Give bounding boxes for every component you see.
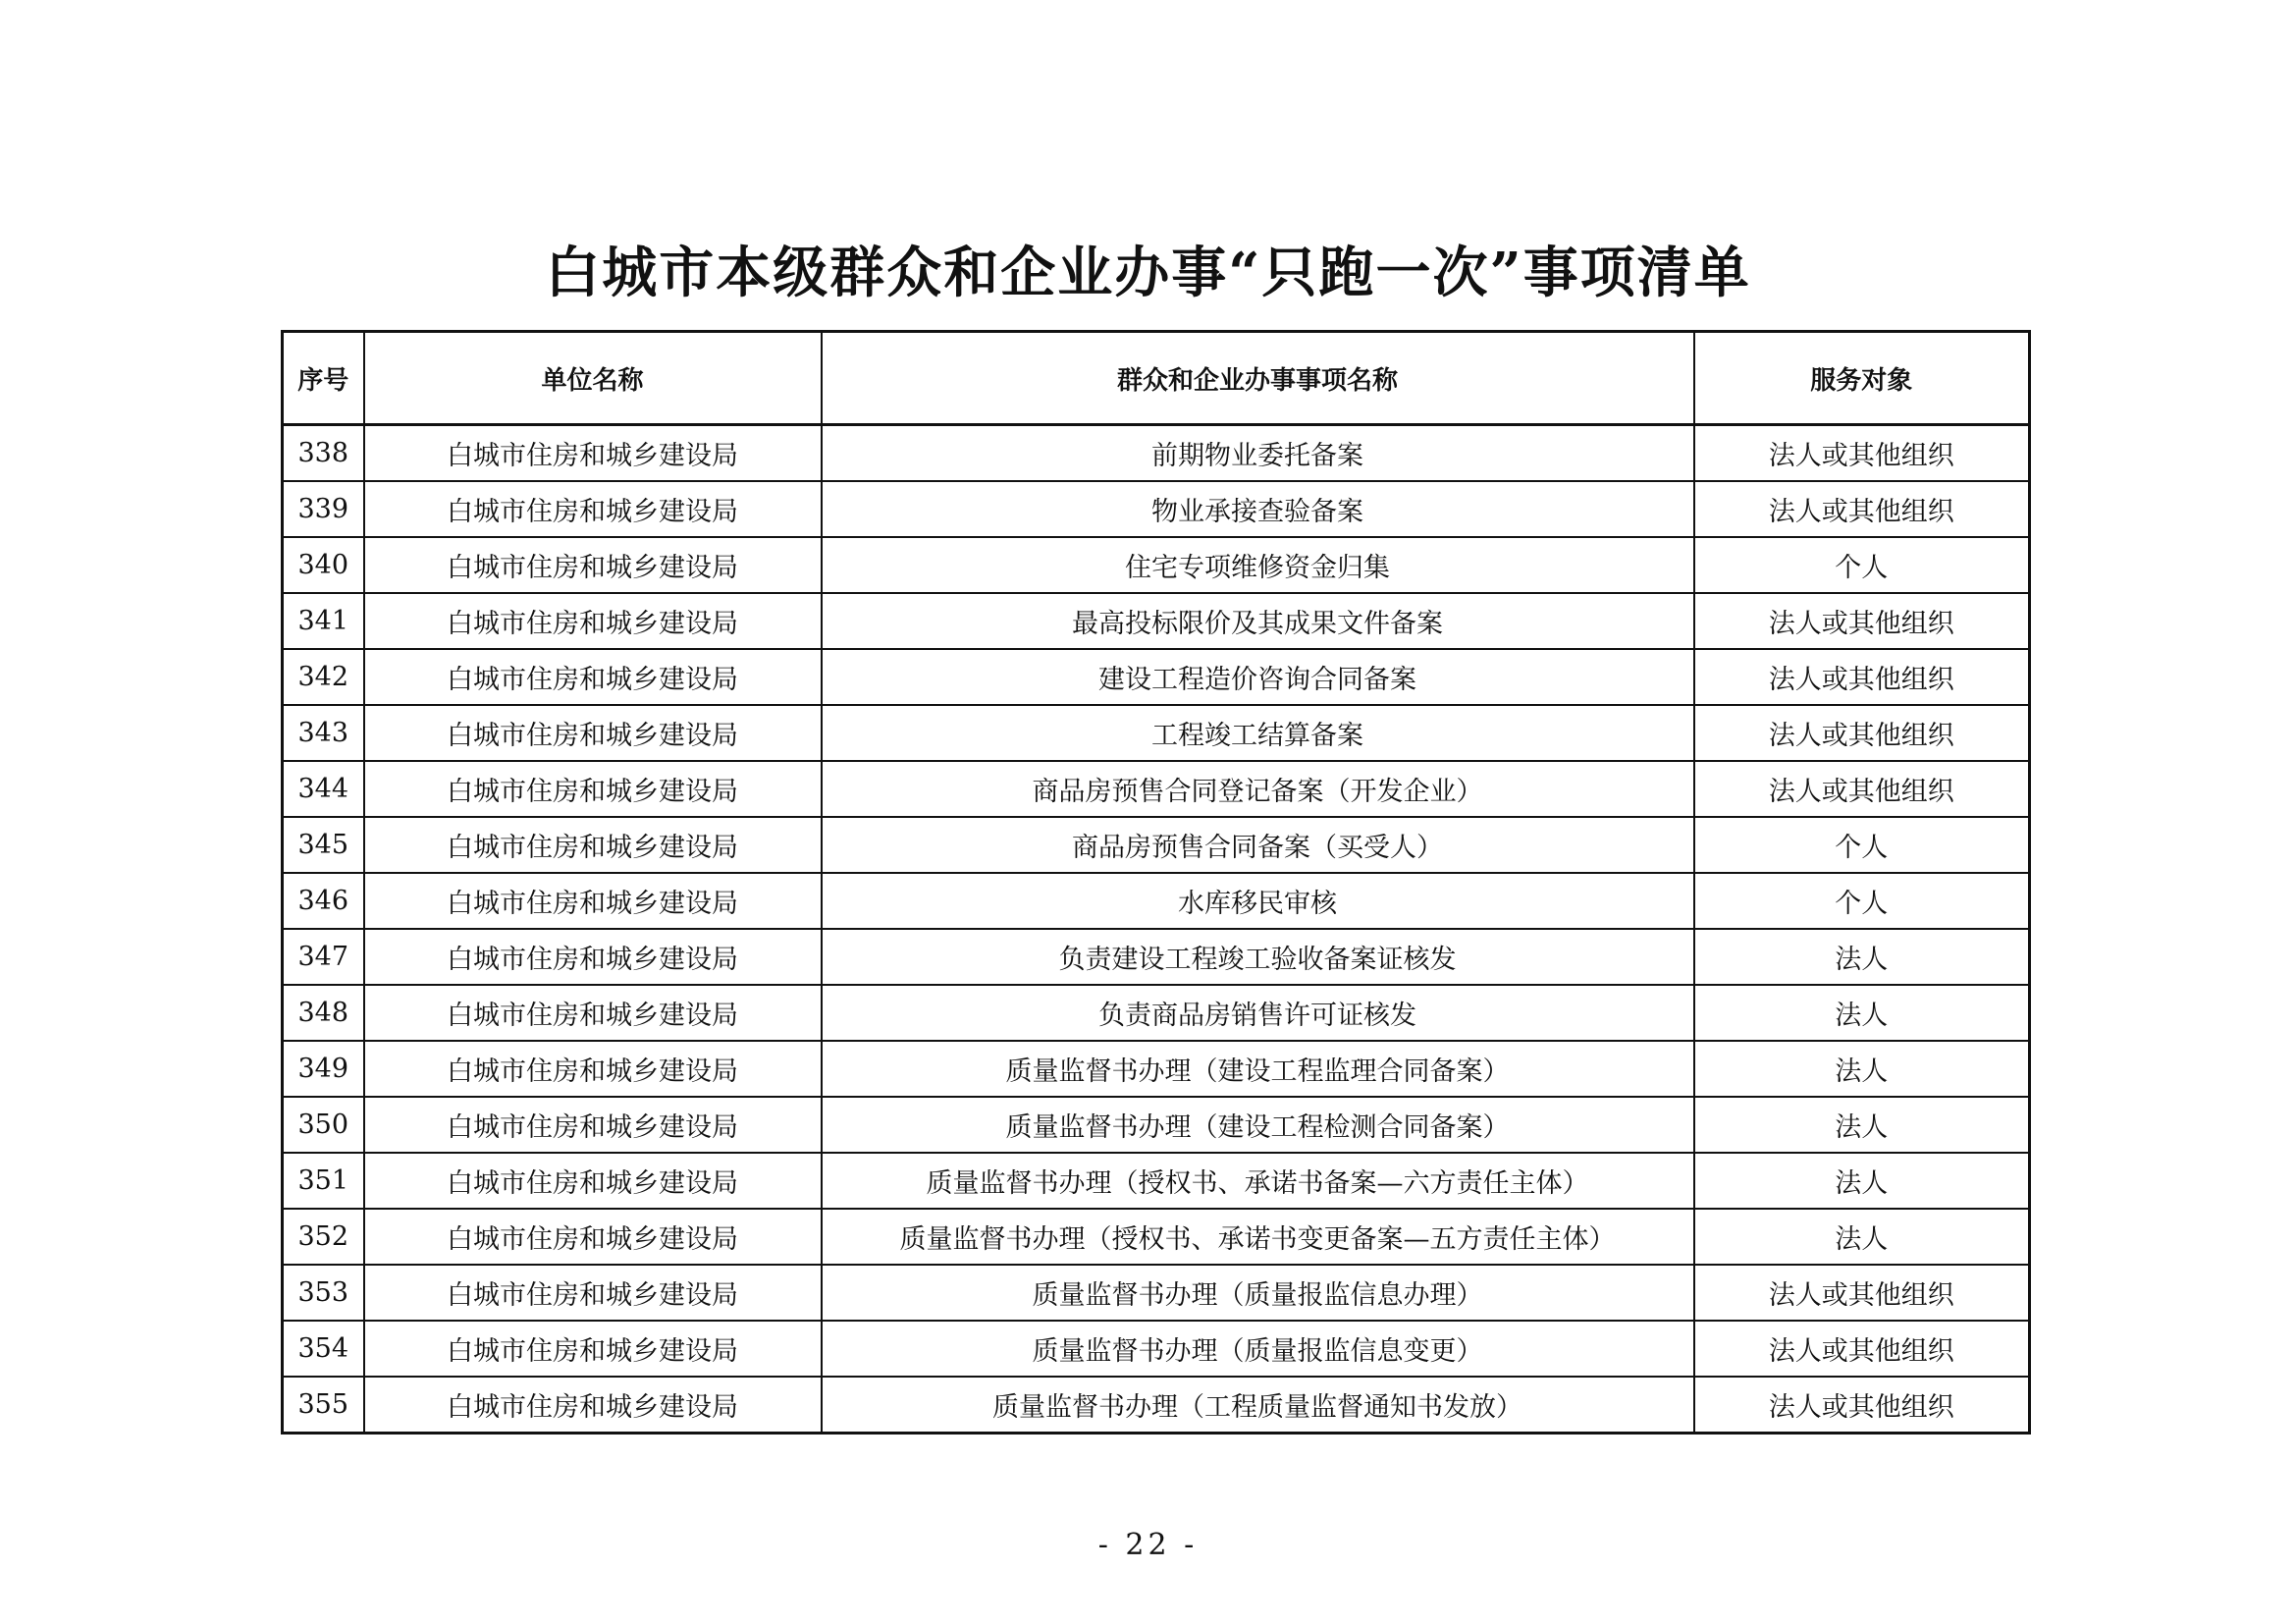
table-row	[283, 1321, 2030, 1377]
cell-unit-name: 白城市住房和城乡建设局	[364, 929, 822, 985]
cell-unit-name: 白城市住房和城乡建设局	[364, 985, 822, 1041]
cell-item-name: 前期物业委托备案	[822, 425, 1694, 482]
cell-service-target: 法人或其他组织	[1694, 761, 2030, 817]
cell-serial-number: 348	[283, 985, 364, 1041]
cell-service-target: 法人	[1694, 1097, 2030, 1153]
cell-service-target: 法人或其他组织	[1694, 1265, 2030, 1321]
cell-service-target: 个人	[1694, 817, 2030, 873]
cell-item-name: 质量监督书办理（授权书、承诺书备案—六方责任主体）	[822, 1153, 1694, 1209]
cell-unit-name: 白城市住房和城乡建设局	[364, 537, 822, 593]
cell-serial-number: 340	[283, 537, 364, 593]
table-row	[283, 1265, 2030, 1321]
cell-item-name: 水库移民审核	[822, 873, 1694, 929]
cell-unit-name: 白城市住房和城乡建设局	[364, 649, 822, 705]
table-row	[283, 1041, 2030, 1097]
table-row	[283, 1377, 2030, 1434]
header-service-target: 服务对象	[1694, 332, 2030, 425]
header-serial-number: 序号	[283, 332, 364, 425]
cell-item-name: 质量监督书办理（质量报监信息办理）	[822, 1265, 1694, 1321]
header-item-name: 群众和企业办事事项名称	[822, 332, 1694, 425]
cell-service-target: 法人	[1694, 985, 2030, 1041]
cell-serial-number: 342	[283, 649, 364, 705]
cell-serial-number: 353	[283, 1265, 364, 1321]
table-row	[283, 985, 2030, 1041]
cell-unit-name: 白城市住房和城乡建设局	[364, 1321, 822, 1377]
table-row	[283, 425, 2030, 482]
cell-item-name: 最高投标限价及其成果文件备案	[822, 593, 1694, 649]
cell-service-target: 法人	[1694, 1153, 2030, 1209]
cell-unit-name: 白城市住房和城乡建设局	[364, 873, 822, 929]
cell-serial-number: 338	[283, 425, 364, 482]
cell-serial-number: 350	[283, 1097, 364, 1153]
cell-service-target: 法人或其他组织	[1694, 1377, 2030, 1434]
cell-item-name: 负责建设工程竣工验收备案证核发	[822, 929, 1694, 985]
table-row	[283, 873, 2030, 929]
cell-service-target: 法人或其他组织	[1694, 593, 2030, 649]
cell-service-target: 法人	[1694, 929, 2030, 985]
cell-item-name: 物业承接查验备案	[822, 481, 1694, 537]
cell-serial-number: 343	[283, 705, 364, 761]
cell-item-name: 质量监督书办理（质量报监信息变更）	[822, 1321, 1694, 1377]
table-row	[283, 761, 2030, 817]
table-row	[283, 649, 2030, 705]
cell-serial-number: 351	[283, 1153, 364, 1209]
cell-service-target: 法人或其他组织	[1694, 649, 2030, 705]
cell-unit-name: 白城市住房和城乡建设局	[364, 1209, 822, 1265]
items-table	[281, 330, 2031, 1435]
cell-unit-name: 白城市住房和城乡建设局	[364, 1265, 822, 1321]
cell-service-target: 个人	[1694, 873, 2030, 929]
header-unit-name: 单位名称	[364, 332, 822, 425]
cell-unit-name: 白城市住房和城乡建设局	[364, 425, 822, 482]
cell-unit-name: 白城市住房和城乡建设局	[364, 481, 822, 537]
cell-serial-number: 355	[283, 1377, 364, 1434]
page-number: - 22 -	[1097, 1528, 1199, 1562]
table-row	[283, 593, 2030, 649]
cell-service-target: 法人或其他组织	[1694, 425, 2030, 482]
table-header-row	[283, 332, 2030, 425]
cell-unit-name: 白城市住房和城乡建设局	[364, 1041, 822, 1097]
cell-item-name: 负责商品房销售许可证核发	[822, 985, 1694, 1041]
cell-serial-number: 339	[283, 481, 364, 537]
table-row	[283, 1209, 2030, 1265]
table-row	[283, 537, 2030, 593]
cell-serial-number: 341	[283, 593, 364, 649]
cell-item-name: 质量监督书办理（授权书、承诺书变更备案—五方责任主体）	[822, 1209, 1694, 1265]
cell-serial-number: 349	[283, 1041, 364, 1097]
table-row	[283, 817, 2030, 873]
cell-service-target: 法人	[1694, 1041, 2030, 1097]
cell-item-name: 质量监督书办理（建设工程监理合同备案）	[822, 1041, 1694, 1097]
table-row	[283, 481, 2030, 537]
cell-unit-name: 白城市住房和城乡建设局	[364, 593, 822, 649]
cell-service-target: 法人	[1694, 1209, 2030, 1265]
cell-serial-number: 345	[283, 817, 364, 873]
cell-service-target: 法人或其他组织	[1694, 705, 2030, 761]
cell-item-name: 质量监督书办理（建设工程检测合同备案）	[822, 1097, 1694, 1153]
cell-item-name: 商品房预售合同登记备案（开发企业）	[822, 761, 1694, 817]
cell-unit-name: 白城市住房和城乡建设局	[364, 1153, 822, 1209]
cell-service-target: 法人或其他组织	[1694, 1321, 2030, 1377]
table-row	[283, 705, 2030, 761]
cell-unit-name: 白城市住房和城乡建设局	[364, 1377, 822, 1434]
cell-service-target: 法人或其他组织	[1694, 481, 2030, 537]
cell-serial-number: 344	[283, 761, 364, 817]
cell-unit-name: 白城市住房和城乡建设局	[364, 761, 822, 817]
cell-item-name: 质量监督书办理（工程质量监督通知书发放）	[822, 1377, 1694, 1434]
cell-item-name: 建设工程造价咨询合同备案	[822, 649, 1694, 705]
table-row	[283, 1153, 2030, 1209]
cell-item-name: 住宅专项维修资金归集	[822, 537, 1694, 593]
table-row	[283, 929, 2030, 985]
cell-service-target: 个人	[1694, 537, 2030, 593]
cell-item-name: 商品房预售合同备案（买受人）	[822, 817, 1694, 873]
cell-serial-number: 354	[283, 1321, 364, 1377]
cell-serial-number: 346	[283, 873, 364, 929]
cell-unit-name: 白城市住房和城乡建设局	[364, 705, 822, 761]
cell-unit-name: 白城市住房和城乡建设局	[364, 817, 822, 873]
cell-serial-number: 347	[283, 929, 364, 985]
cell-serial-number: 352	[283, 1209, 364, 1265]
document-title: 白城市本级群众和企业办事“只跑一次”事项清单	[545, 241, 1751, 305]
table-row	[283, 1097, 2030, 1153]
cell-unit-name: 白城市住房和城乡建设局	[364, 1097, 822, 1153]
cell-item-name: 工程竣工结算备案	[822, 705, 1694, 761]
